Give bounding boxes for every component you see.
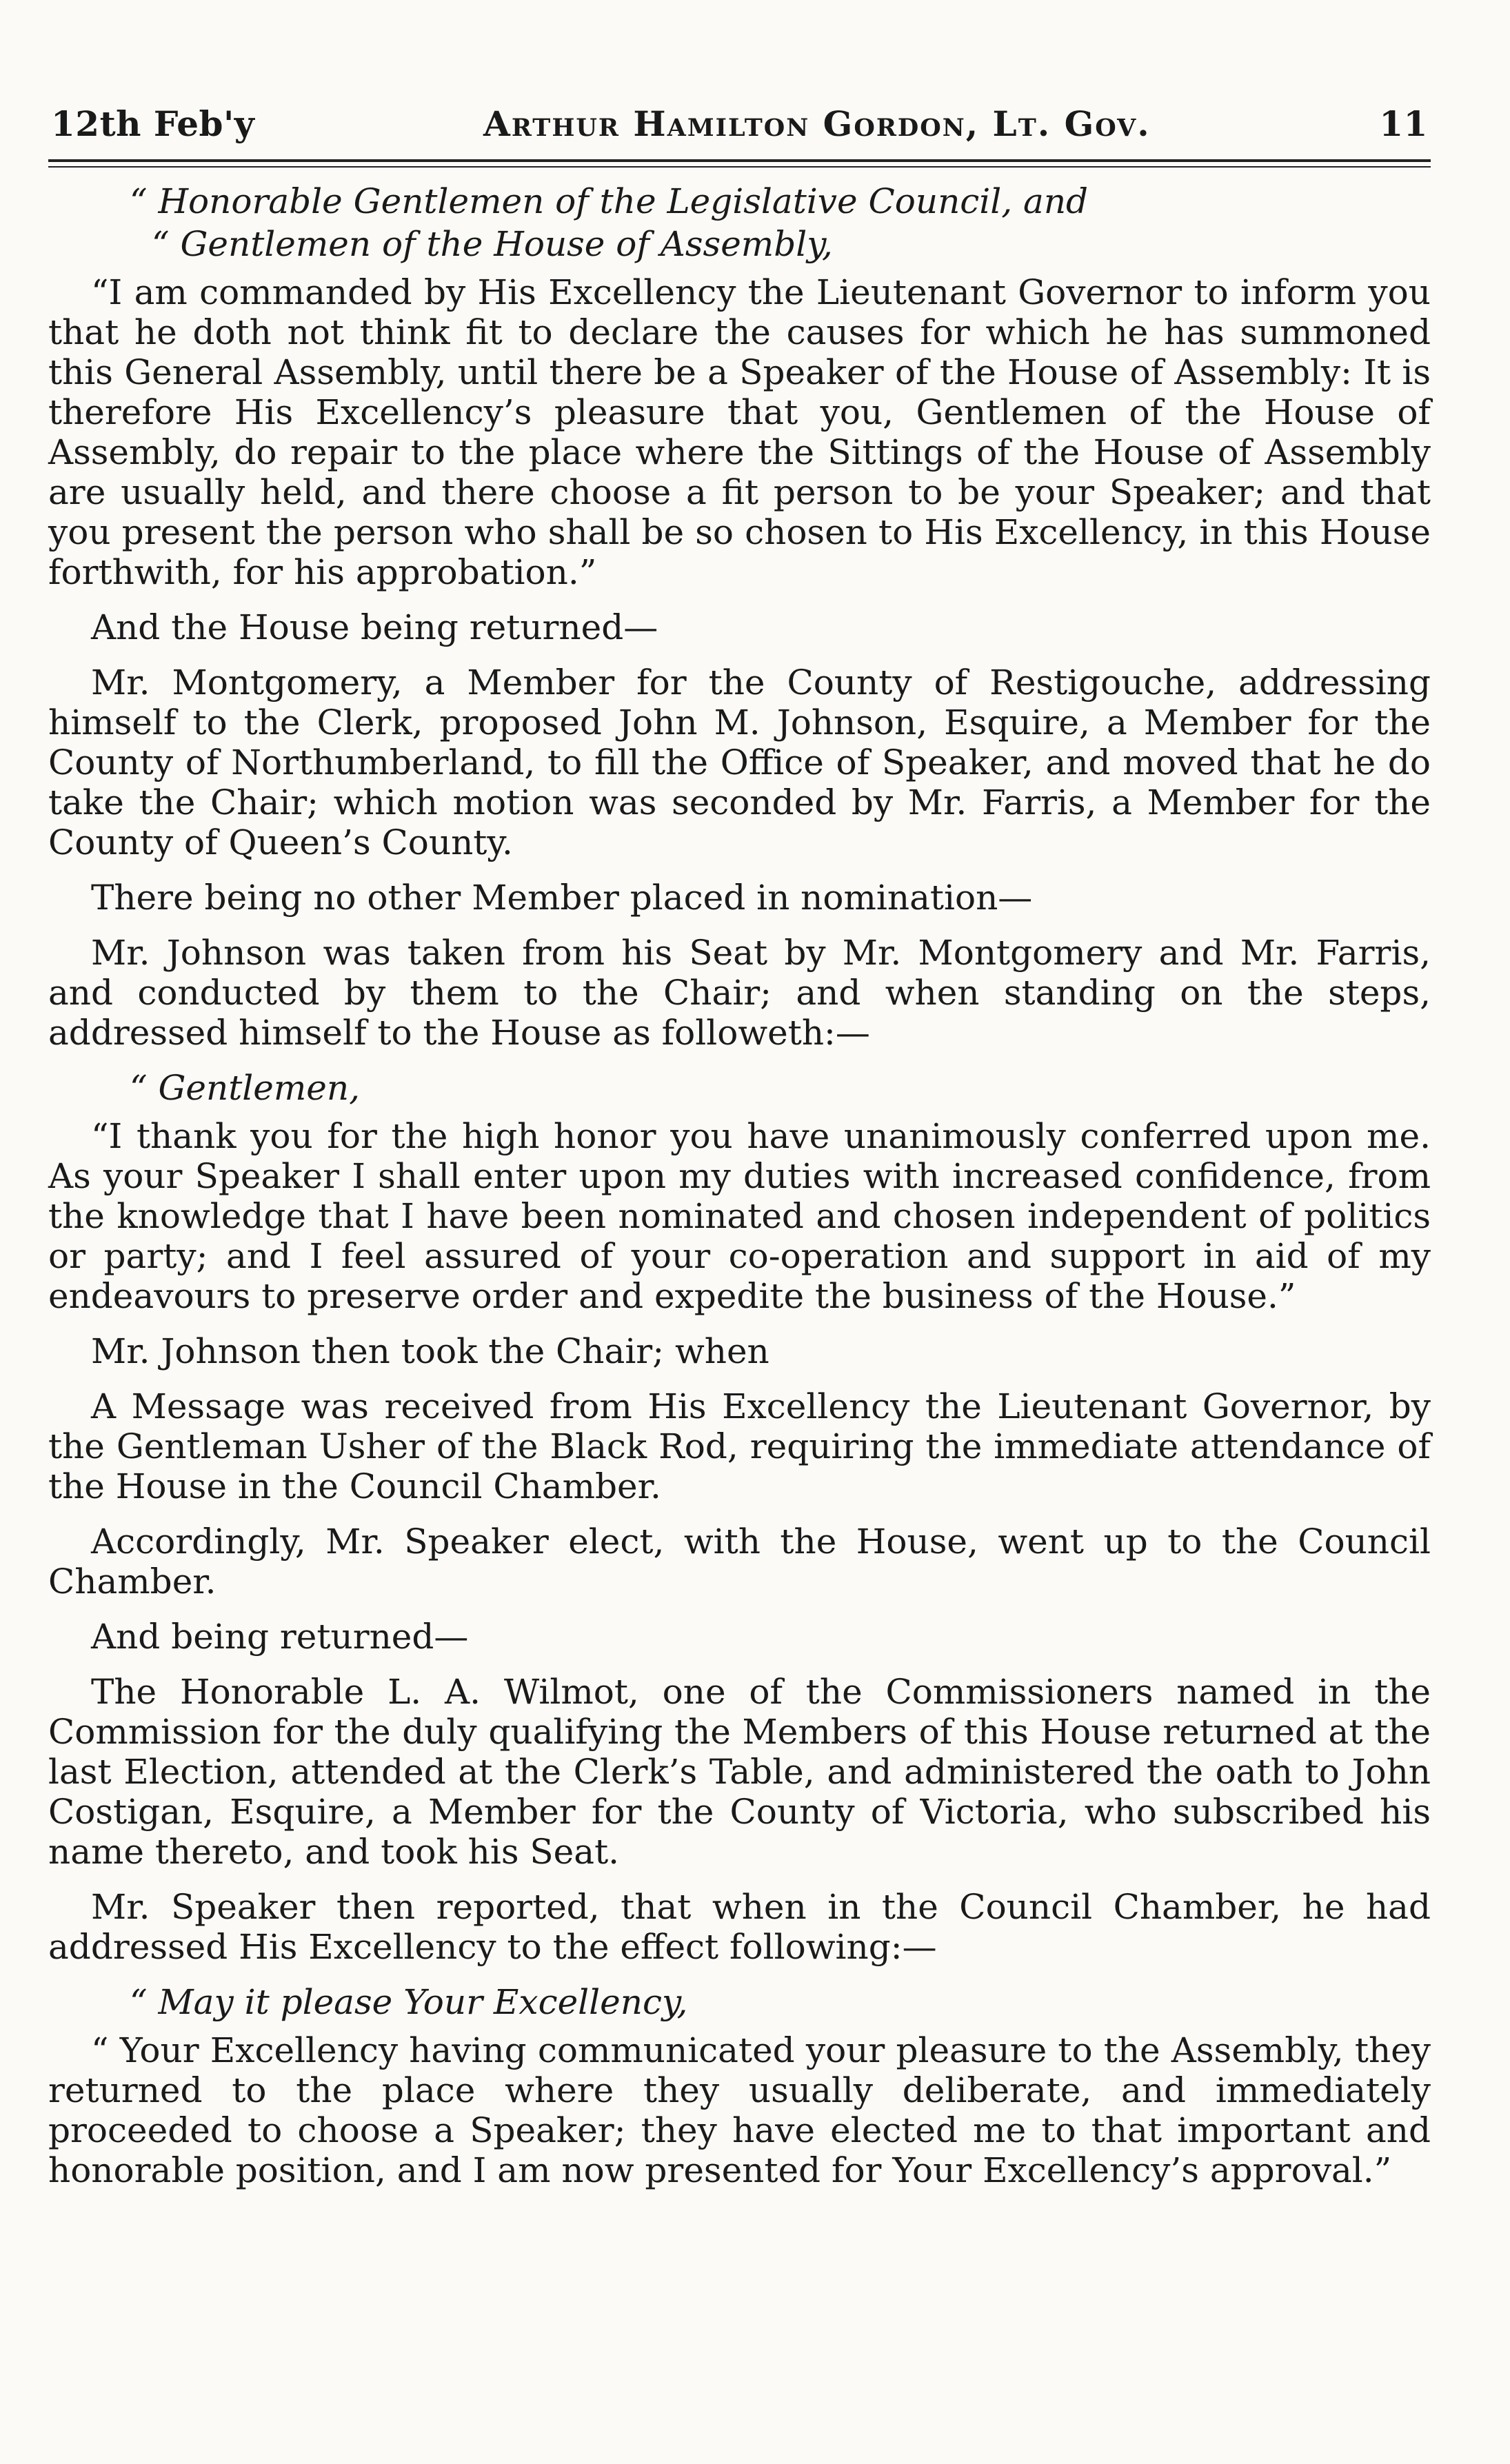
paragraph: Mr. Johnson then took the Chair; when (91, 1331, 769, 1371)
paragraph: And being returned— (91, 1617, 469, 1657)
address-line: “ May it please Your Excellency, (130, 1982, 688, 2022)
paragraph: “ Your Excellency having communicated your pleasure to the Assembly, they returned to the place where they usually deliberate, and immediately proceeded to choose a Speaker; they have elected me to that important and honorable position, and I am now presented for Your Excellency’s approval.” (48, 2030, 1431, 2190)
paragraph: Mr. Montgomery, a Member for the County of Restigouche, addressing himself to the Clerk, proposed John M. Johnson, Esquire, a Member for the County of Northumberland, to fill the Office of Speaker, and moved that he do take the Chair; which motion was seconded by Mr. Farris, a Member for the County of Queen’s County. (48, 663, 1431, 862)
paragraph: Mr. Johnson was taken from his Seat by Mr. Montgomery and Mr. Farris, and conducted by them to the Chair; and when standing on the steps, addressed himself to the House as followeth:— (48, 933, 1431, 1053)
address-line: “ Honorable Gentlemen of the Legislative Council, and (130, 181, 1089, 221)
document-page (48, 103, 1431, 2205)
paragraph: The Honorable L. A. Wilmot, one of the Commissioners named in the Commission for the duly qualifying the Members of this House returned at the last Election, attended at the Clerk’s Table, and administered the oath to John Costigan, Esquire, a Member for the County of Victoria, who subscribed his name thereto, and took his Seat. (48, 1672, 1431, 1872)
paragraph: A Message was received from His Excellency the Lieutenant Governor, by the Gentleman Usher of the Black Rod, requiring the immediate attendance of the House in the Council Chamber. (48, 1386, 1431, 1506)
document-body (48, 181, 1431, 2190)
address-line: “ Gentlemen of the House of Assembly, (152, 224, 833, 264)
paragraph: And the House being returned— (91, 607, 658, 647)
header-rule (48, 159, 1431, 162)
page-number: 11 (1379, 103, 1428, 144)
address-line: “ Gentlemen, (130, 1068, 360, 1108)
paragraph: “I thank you for the high honor you have unanimously conferred upon me. As your Speaker I shall enter upon my duties with increased confidence, from the knowledge that I have been nominated and chosen independent of politics or party; and I feel assured of your co-operation and support in aid of my endeavours to preserve order and expedite the business of the House.” (48, 1116, 1431, 1316)
header-rule-thin (48, 166, 1431, 168)
running-header (48, 103, 1431, 144)
header-title: Arthur Hamilton Gordon, Lt. Gov. (483, 103, 1151, 144)
paragraph: Accordingly, Mr. Speaker elect, with the House, went up to the Council Chamber. (48, 1522, 1431, 1602)
paragraph: Mr. Speaker then reported, that when in the Council Chamber, he had addressed His Excellency to the effect following:— (48, 1887, 1431, 1967)
header-date: 12th Feb'y (51, 103, 255, 144)
paragraph: There being no other Member placed in nomination— (91, 878, 1033, 918)
paragraph: “I am commanded by His Excellency the Lieutenant Governor to inform you that he doth not think fit to declare the causes for which he has summoned this General Assembly, until there be a Speaker of the House of Assembly: It is therefore His Excellency’s pleasure that you, Gentlemen of the House of Assembly, do repair to the place where the Sittings of the House of Assembly are usually held, and there choose a fit person to be your Speaker; and that you present the person who shall be so chosen to His Excellency, in this House forthwith, for his approbation.” (48, 272, 1431, 592)
